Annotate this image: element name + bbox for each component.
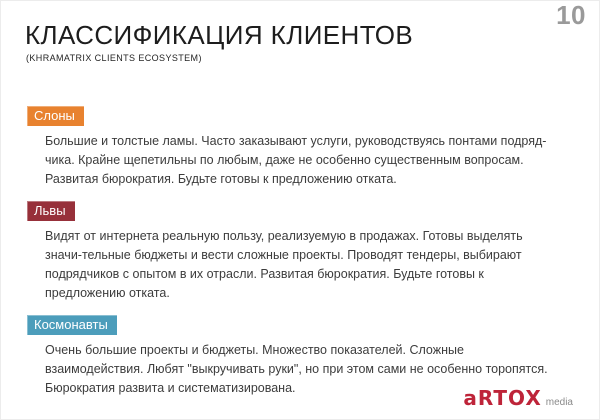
section-label-lions: Львы (27, 201, 75, 221)
section-text-elephants: Большие и толстые ламы. Часто заказывают услуги, руководствуясь понтами подряд-чика. Крайне щепетильны по любым, даже не особенно существенным вопросам. Развитая бюрократия. Будьте готовы к предложению отката. (45, 134, 547, 186)
artox-media-logo (463, 386, 573, 410)
section-text-lions: Видят от интернета реальную пользу, реализуемую в продажах. Готовы выделять значи-тельные бюджеты и вести сложные проекты. Проводят тендеры, выбирают подрядчиков с опытом в их отрасли. Развитая бюрократия. Будьте готовы к предложению отката. (45, 229, 523, 300)
page-subtitle: (KHRAMATRIX CLIENTS ECOSYSTEM) (26, 53, 202, 63)
section-elephants (27, 106, 567, 189)
section-text-cosmonauts: Очень большие проекты и бюджеты. Множество показателей. Сложные взаимодействия. Любят "выкручивать руки", но при этом сами не особенно торопятся. Бюрократия развита и систематизирована. (45, 343, 548, 395)
page-title: КЛАССИФИКАЦИЯ КЛИЕНТОВ (25, 20, 414, 50)
client-sections (27, 106, 567, 410)
section-lions (27, 201, 567, 303)
artox-logo-media-label: media (545, 397, 573, 408)
section-label-cosmonauts: Космонавты (27, 315, 117, 335)
page-number: 10 (556, 0, 586, 30)
artox-logo-wordmark: aRTOX (463, 386, 542, 410)
section-label-elephants: Слоны (27, 106, 84, 126)
